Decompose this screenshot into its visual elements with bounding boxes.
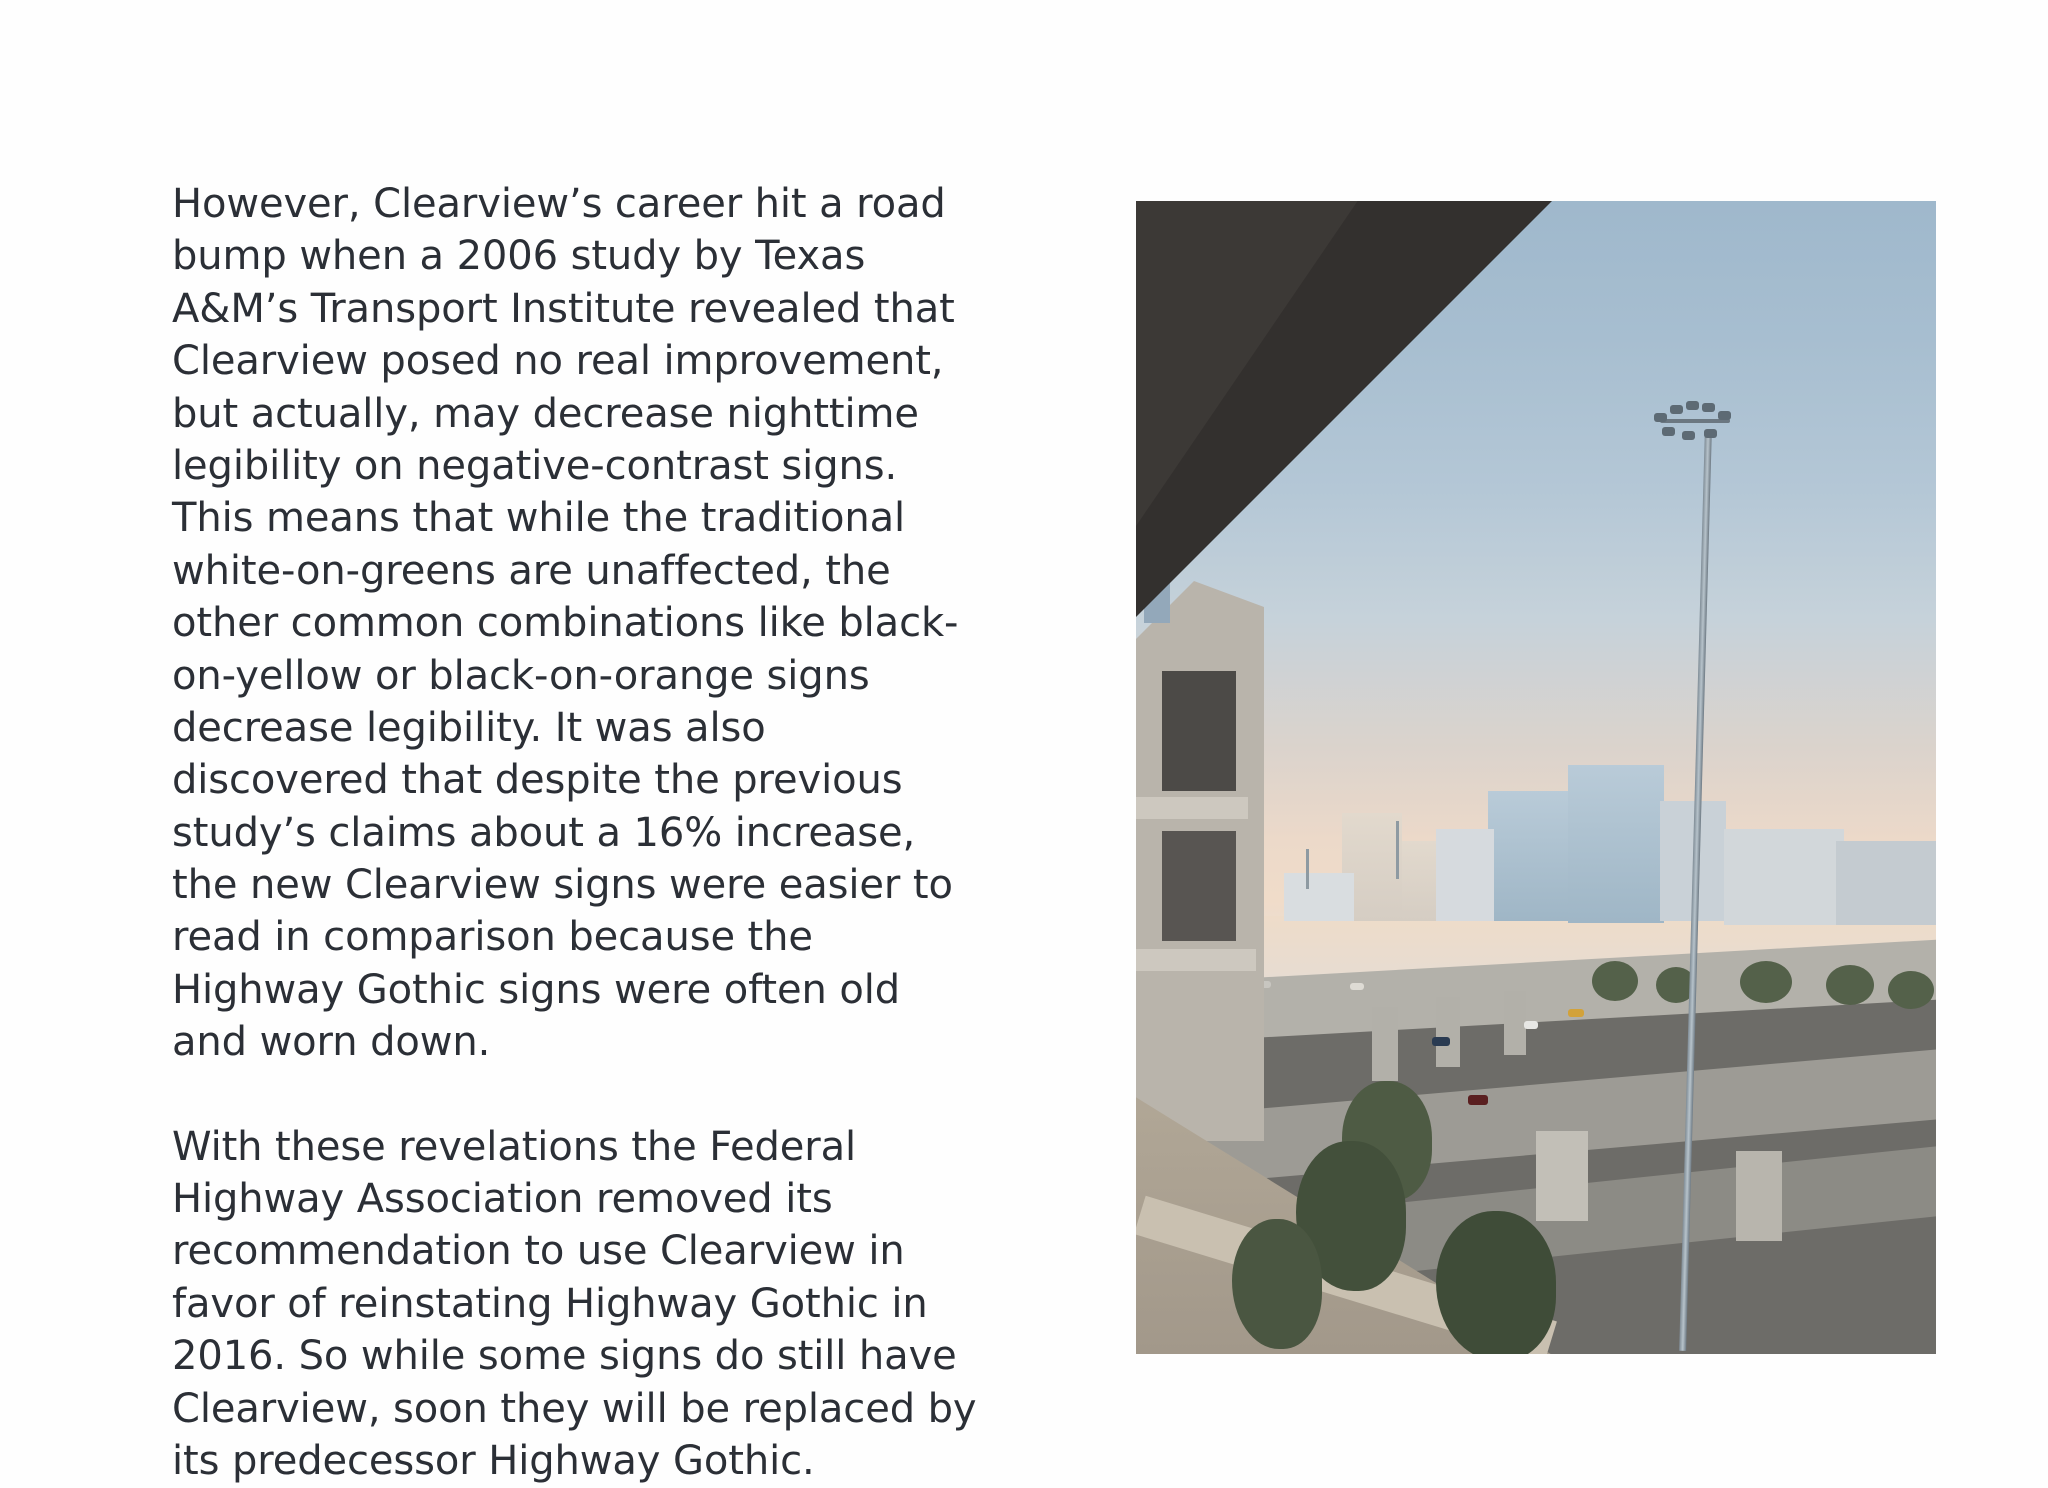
light-pole-distant-2 xyxy=(1306,849,1309,889)
tree-3 xyxy=(1740,961,1792,1003)
paragraph-2: With these revelations the Federal Highway Association removed its recommendation to use Clearview in favor of reinstating Highway Gothic in 2016. So while some signs do still have Clearview, soon they will be replaced by its predecessor Highway Gothic. xyxy=(172,1123,977,1484)
bridge-pier-2 xyxy=(1436,997,1460,1067)
bridge-pier-1 xyxy=(1372,1007,1398,1081)
lamp-3 xyxy=(1686,401,1699,410)
bridge-pier-large xyxy=(1536,1131,1588,1221)
lamp-4 xyxy=(1702,403,1715,412)
vehicle-3 xyxy=(1350,983,1364,990)
building-far-right xyxy=(1836,841,1936,925)
foreground-bush-4 xyxy=(1232,1219,1322,1349)
building-low-left xyxy=(1284,873,1354,921)
article-text-column xyxy=(172,178,982,1487)
vehicle-1 xyxy=(1432,1037,1450,1046)
building-tall-glass xyxy=(1568,765,1664,923)
vehicle-2 xyxy=(1524,1021,1538,1029)
foreground-bush-3 xyxy=(1436,1211,1556,1354)
lamp-8 xyxy=(1704,429,1717,438)
light-pole-fixture-head xyxy=(1652,397,1738,445)
lamp-6 xyxy=(1662,427,1675,436)
vehicle-6 xyxy=(1568,1009,1584,1017)
garage-floor-slab-2 xyxy=(1136,949,1256,971)
tree-5 xyxy=(1888,971,1934,1009)
paragraph-1: However, Clearview’s career hit a road bump when a 2006 study by Texas A&M’s Transport Institute revealed that Clearview posed no real improvement, but actually, may decrease nighttime legibility on negative-contrast signs. This means that while the traditional white-on-greens are unaffected, the other common combinations like black-on-yellow or black-on-orange signs decrease legibility. It was also discovered that despite the previous study’s claims about a 16% increase, the new Clearview signs were easier to read in comparison because the Highway Gothic signs were often old and worn down. xyxy=(172,181,959,1066)
tree-4 xyxy=(1826,965,1874,1005)
tree-1 xyxy=(1592,961,1638,1001)
vehicle-5 xyxy=(1468,1095,1488,1105)
building-center xyxy=(1436,829,1494,921)
bridge-pier-3 xyxy=(1504,991,1526,1055)
lamp-2 xyxy=(1670,405,1683,414)
building-right-block xyxy=(1724,829,1844,925)
garage-floor-slab-1 xyxy=(1136,797,1248,819)
bridge-pier-large-2 xyxy=(1736,1151,1782,1241)
highway-photograph xyxy=(1136,201,1936,1354)
garage-opening-lower xyxy=(1162,831,1236,941)
garage-opening-upper xyxy=(1162,671,1236,791)
lamp-5 xyxy=(1718,411,1731,420)
lamp-7 xyxy=(1682,431,1695,440)
light-pole-distant-1 xyxy=(1396,821,1399,879)
photo-canvas xyxy=(1136,201,1936,1354)
lamp-1 xyxy=(1654,413,1667,422)
